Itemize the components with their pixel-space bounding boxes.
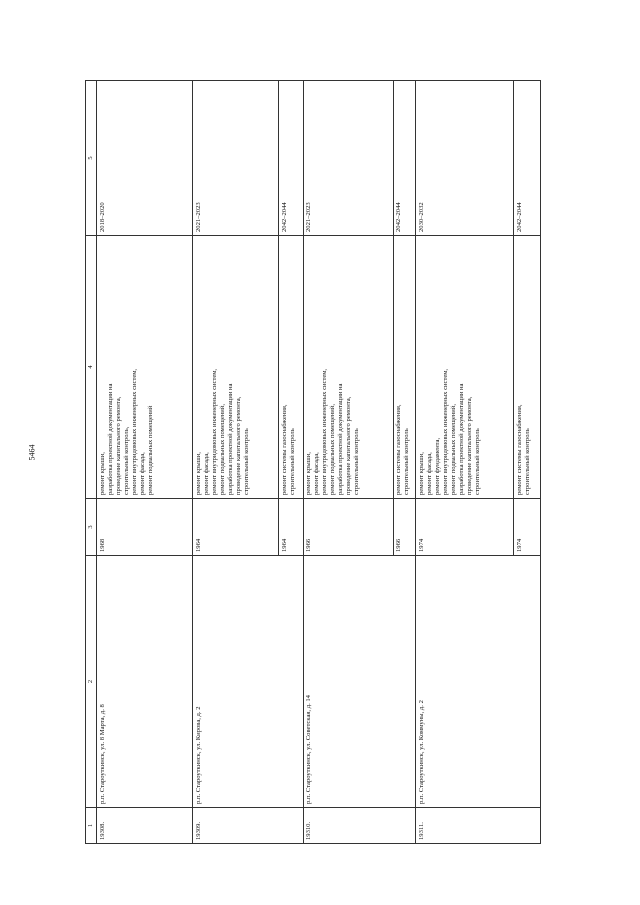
- rotated-table-container: [85, 81, 541, 844]
- header-col-3: 3: [86, 499, 97, 556]
- year-cell: 1964: [279, 499, 304, 556]
- address-cell: р.п. Староуткинск, ул. Советская, д. 14: [303, 556, 416, 808]
- table-row: [303, 81, 393, 844]
- year-cell: 1966: [303, 499, 393, 556]
- address-cell: р.п. Староуткинск, ул. Коммуны, д. 2: [416, 556, 541, 808]
- year-cell: 1974: [514, 499, 541, 556]
- header-col-5: 5: [86, 81, 97, 236]
- year-cell: 1974: [416, 499, 514, 556]
- page-number: 5464: [27, 444, 37, 461]
- header-col-4: 4: [86, 236, 97, 499]
- header-col-2: 2: [86, 556, 97, 808]
- period-cell: 2030–2032: [416, 81, 514, 236]
- year-cell: 1964: [193, 499, 279, 556]
- header-row: [86, 81, 97, 844]
- works-cell: ремонт системы газоснабжения, строительный контроль: [514, 236, 541, 499]
- period-cell: 2042–2044: [393, 81, 416, 236]
- table-row: [416, 81, 514, 844]
- address-cell: р.п. Староуткинск, ул. Кирова, д. 2: [193, 556, 303, 808]
- address-cell: р.п. Староуткинск, ул. 8 Марта, д. 8: [97, 556, 193, 808]
- year-cell: 1968: [97, 499, 193, 556]
- works-cell: ремонт крыши, ремонт фасада, ремонт внутридомовых инженерных систем, ремонт подвальных помещений, разработка проектной документации на проведение капитального ремонта, строительный контроль: [303, 236, 393, 499]
- row-number: 19309.: [193, 808, 303, 844]
- row-number: 19310.: [303, 808, 416, 844]
- row-number: 19308.: [97, 808, 193, 844]
- works-cell: ремонт крыши, ремонт фасада, ремонт внутридомовых инженерных систем, ремонт подвальных помещений, разработка проектной документации на проведение капитального ремонта, строительный контроль: [193, 236, 279, 499]
- works-cell: ремонт системы газоснабжения, строительный контроль: [279, 236, 304, 499]
- period-cell: 2042–2044: [279, 81, 304, 236]
- period-cell: 2018–2020: [97, 81, 193, 236]
- works-cell: ремонт системы газоснабжения, строительный контроль: [393, 236, 416, 499]
- table-row: [97, 81, 193, 844]
- works-cell: ремонт крыши, ремонт фасада, ремонт фундамента, ремонт внутридомовых инженерных систем, ремонт подвальных помещений, разработка проектной документации на проведение капитального ремонта, строительный контроль: [416, 236, 514, 499]
- period-cell: 2021–2023: [303, 81, 393, 236]
- row-number: 19311.: [416, 808, 541, 844]
- year-cell: 1966: [393, 499, 416, 556]
- header-col-1: 1: [86, 808, 97, 844]
- repair-schedule-table: [85, 80, 541, 844]
- period-cell: 2021–2023: [193, 81, 279, 236]
- period-cell: 2042–2044: [514, 81, 541, 236]
- table-row: [193, 81, 279, 844]
- works-cell: ремонт крыши, разработка проектной документации на проведение капитального ремонта, строительный контроль, ремонт внутридомовых инженерных систем, ремонт фасада, ремонт подвальных помещений: [97, 236, 193, 499]
